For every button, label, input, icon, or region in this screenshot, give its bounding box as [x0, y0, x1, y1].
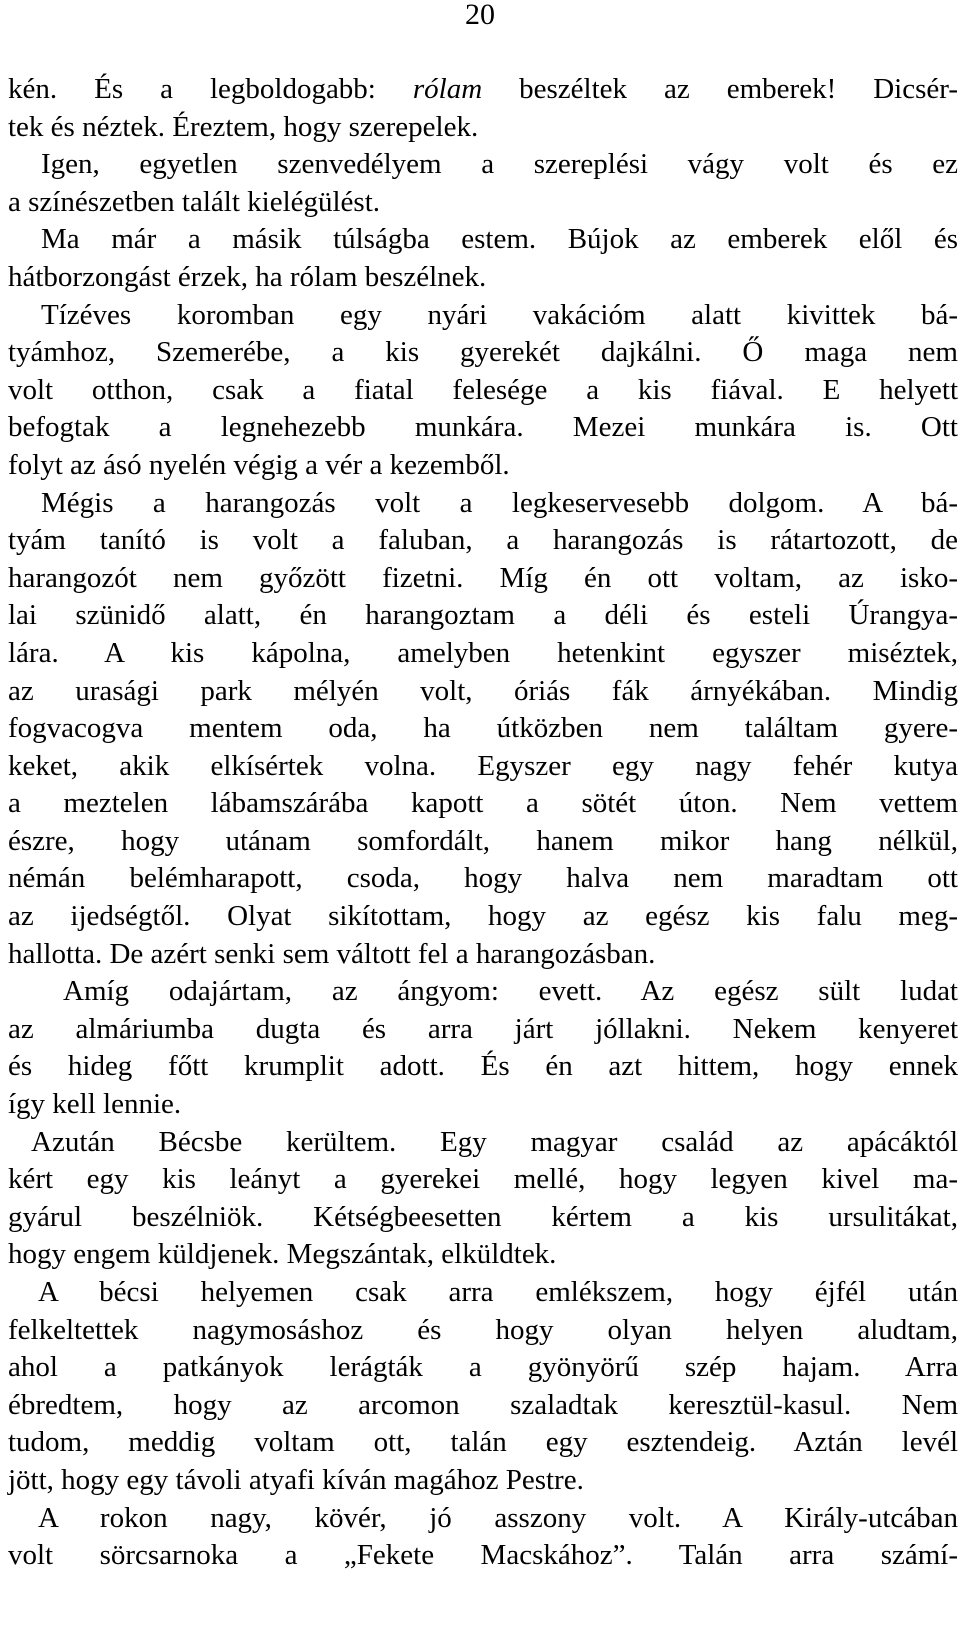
text-line: jött, hogy egy távoli atyafi kíván magához Pestre. — [8, 1463, 584, 1496]
text-line: hátborzongást érzek, ha rólam beszélnek. — [8, 260, 487, 293]
text-line: harangozót nem győzött fizetni. Míg én ott voltam, az isko- — [8, 561, 958, 594]
text-run: kén. És a legboldogabb: — [8, 73, 413, 105]
text-line: A bécsi helyemen csak arra emlékszem, hogy éjfél után — [38, 1276, 958, 1308]
text-line: Ma már a másik túlságba estem. Bújok az emberek elől és — [41, 223, 958, 256]
text-line: Mégis a harangozás volt a legkeservesebb dolgom. A bá- — [41, 486, 958, 519]
text-line: gyárul beszélniök. Kétségbeesetten kértem a kis ursulitákat, — [8, 1200, 958, 1233]
text-line: észre, hogy utánam somfordált, hanem mikor hang nélkül, — [8, 824, 958, 857]
text-line — [8, 71, 958, 109]
text-line: befogtak a legnehezebb munkára. Mezei munkára is. Ott — [8, 411, 958, 444]
text-line: fogvacogva mentem oda, ha útközben nem találtam gyere- — [8, 712, 958, 745]
text-line: volt otthon, csak a fiatal felesége a kis fiával. E helyett — [8, 373, 958, 406]
text-line: Igen, egyetlen szenvedélyem a szereplési vágy volt és ez — [41, 148, 958, 181]
page-number: 20 — [465, 0, 495, 31]
text-line: Amíg odajártam, az ángyom: evett. Az egész sült ludat — [63, 975, 958, 1008]
text-line: ébredtem, hogy az arcomon szaladtak keresztül-kasul. Nem — [8, 1388, 958, 1421]
text-line: hogy engem küldjenek. Megszántak, elküldtek. — [8, 1238, 557, 1271]
text-line: A rokon nagy, kövér, jó asszony volt. A Király-utcában — [38, 1501, 958, 1534]
text-line: az almáriumba dugta és arra járt jóllakni. Nekem kenyeret — [8, 1012, 958, 1045]
text-line: Azután Bécsbe kerültem. Egy magyar család az apácáktól — [31, 1125, 958, 1158]
body-text — [8, 71, 958, 1575]
text-line: tyámhoz, Szemerébe, a kis gyerekét dajkálni. Ő maga nem — [8, 336, 958, 369]
text-line: tek és néztek. Éreztem, hogy szerepelek. — [8, 110, 479, 143]
text-line: és hideg főtt krumplit adott. És én azt hittem, hogy ennek — [8, 1050, 958, 1083]
text-line: így kell lennie. — [8, 1088, 182, 1121]
text-line: a színészetben talált kielégülést. — [8, 185, 381, 218]
text-line: tyám tanító is volt a faluban, a harangozás is rátartozott, de — [8, 524, 958, 557]
text-line: keket, akik elkísértek volna. Egyszer egy nagy fehér kutya — [8, 749, 958, 782]
text-line: az ijedségtől. Olyat sikítottam, hogy az egész kis falu meg- — [8, 900, 958, 933]
text-line: az urasági park mélyén volt, óriás fák árnyékában. Mindig — [8, 674, 958, 707]
text-line: Tízéves koromban egy nyári vakációm alatt kivittek bá- — [41, 298, 958, 331]
text-line: tudom, meddig voltam ott, talán egy esztendeig. Aztán levél — [8, 1426, 958, 1459]
text-run: beszéltek az emberek! Dicsér- — [482, 73, 958, 105]
text-line: ahol a patkányok lerágták a gyönyörű szép hajam. Arra — [8, 1351, 958, 1384]
text-line: kért egy kis leányt a gyerekei mellé, hogy legyen kivel ma- — [8, 1163, 958, 1196]
text-line: hallotta. De azért senki sem váltott fel a harangozásban. — [8, 937, 656, 970]
text-line: lára. A kis kápolna, amelyben hetenkint egyszer miséztek, — [8, 636, 958, 669]
text-line: lai szünidő alatt, én harangoztam a déli és esteli Úrangya- — [8, 599, 958, 632]
text-line: felkeltettek nagymosáshoz és hogy olyan helyen aludtam, — [8, 1313, 958, 1346]
italic-word: rólam — [412, 73, 483, 105]
text-line: némán belémharapott, csoda, hogy halva nem maradtam ott — [8, 862, 958, 895]
text-line: a meztelen lábamszárába kapott a sötét úton. Nem vettem — [8, 787, 958, 820]
text-line: folyt az ásó nyelén végig a vér a kezemből. — [8, 448, 510, 481]
text-line: volt sörcsarnoka a „Fekete Macskához”. Talán arra számí- — [8, 1539, 958, 1572]
